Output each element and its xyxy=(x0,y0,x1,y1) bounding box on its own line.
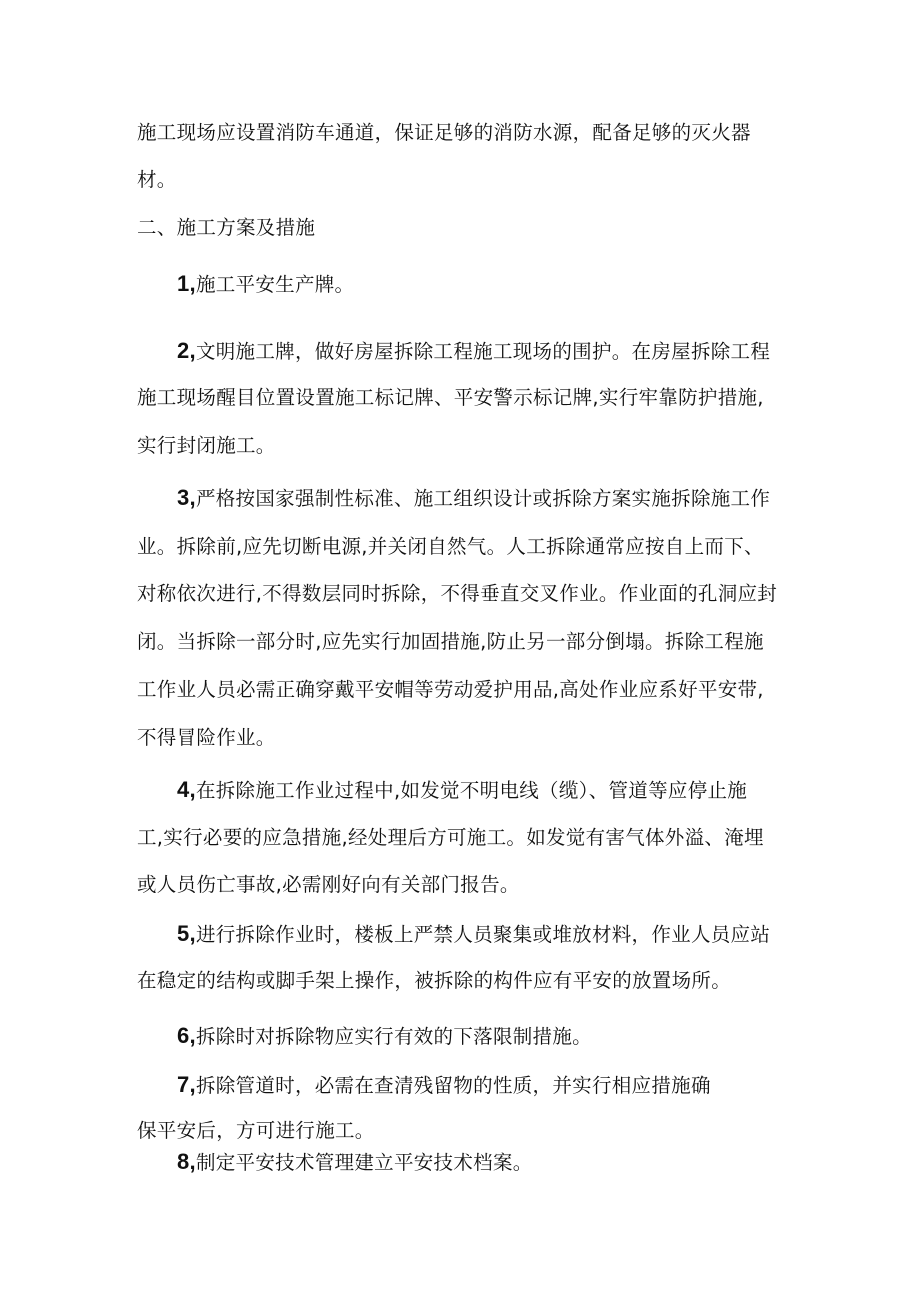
list-item-3-line-6: 不得冒险作业。 xyxy=(137,726,276,749)
list-item-7-line-1: 7,拆除管道时，必需在查清残留物的性质，并实行相应措施确 xyxy=(177,1072,711,1097)
list-item-6-line-1: 6,拆除时对拆除物应实行有效的下落限制措施。 xyxy=(177,1023,592,1048)
list-item-5-line-2: 在稳定的结构或脚手架上操作，被拆除的构件应有平安的放置场所。 xyxy=(137,969,732,992)
list-item-4-line-2: 工,实行必要的应急措施,经处理后方可施工。如发觉有害气体外溢、淹埋 xyxy=(137,826,764,849)
list-item-7-line-2: 保平安后，方可进行施工。 xyxy=(137,1119,375,1142)
list-item-number: 4, xyxy=(177,777,196,802)
list-item-3-line-2: 业。拆除前,应先切断电源,并关闭自然气。人工拆除通常应按自上而下、 xyxy=(137,535,764,558)
list-item-4-line-1: 4,在拆除施工作业过程中,如发觉不明电线（缆）、管道等应停止施 xyxy=(177,777,748,802)
list-item-number: 7, xyxy=(177,1072,196,1097)
list-item-8-line-1: 8,制定平安技术管理建立平安技术档案。 xyxy=(177,1149,533,1174)
list-item-3-line-1: 3,严格按国家强制性标准、施工组织设计或拆除方案实施拆除施工作 xyxy=(177,485,771,510)
list-item-5-line-1: 5,进行拆除作业时，楼板上严禁人员聚集或堆放材料，作业人员应站 xyxy=(177,921,771,946)
intro-line-1: 施工现场应设置消防车通道，保证足够的消防水源，配备足够的灭火器 xyxy=(137,121,751,144)
list-item-1-line-1: 1,施工平安生产牌。 xyxy=(177,271,355,296)
list-item-3-line-4: 闭。当拆除一部分时,应先实行加固措施,防止另一部分倒塌。拆除工程施 xyxy=(137,630,764,653)
list-item-number: 1, xyxy=(177,271,196,296)
list-item-4-line-3: 或人员伤亡事故,必需刚好向有关部门报告。 xyxy=(137,873,520,896)
list-item-number: 6, xyxy=(177,1023,196,1048)
intro-line-2: 材。 xyxy=(137,168,177,191)
list-item-number: 2, xyxy=(177,338,196,363)
list-item-number: 3, xyxy=(177,485,196,510)
list-item-number: 8, xyxy=(177,1149,196,1174)
list-item-2-line-3: 实行封闭施工。 xyxy=(137,434,276,457)
section-heading: 二、施工方案及措施 xyxy=(137,216,316,239)
list-item-2-line-2: 施工现场醒目位置设置施工标记牌、平安警示标记牌,实行牢靠防护措施, xyxy=(137,386,764,409)
list-item-3-line-3: 对称依次进行,不得数层同时拆除，不得垂直交叉作业。作业面的孔洞应封 xyxy=(137,582,778,605)
list-item-3-line-5: 工作业人员必需正确穿戴平安帽等劳动爱护用品,高处作业应系好平安带, xyxy=(137,678,764,701)
list-item-2-line-1: 2,文明施工牌，做好房屋拆除工程施工现场的围护。在房屋拆除工程 xyxy=(177,338,771,363)
list-item-number: 5, xyxy=(177,921,196,946)
